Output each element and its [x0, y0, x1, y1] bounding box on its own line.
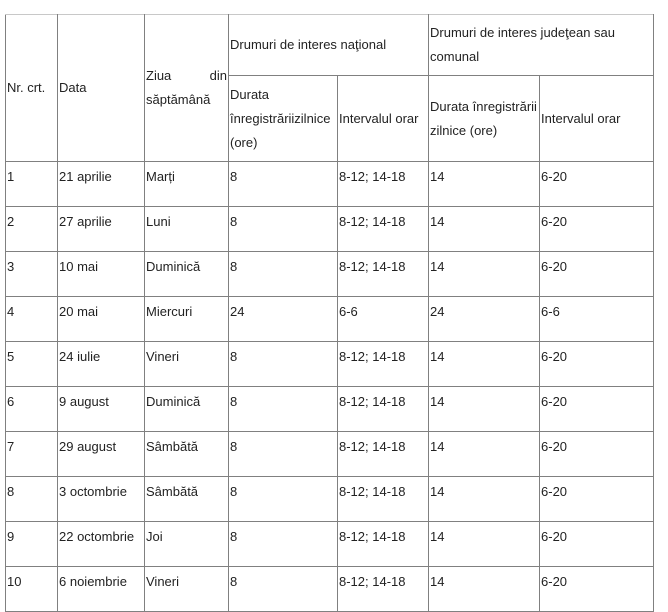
cell-county-interval: 6-6: [540, 297, 654, 342]
cell-national-duration: 24: [229, 297, 338, 342]
table-row: [6, 162, 654, 207]
cell-nr: 10: [6, 567, 58, 612]
cell-day: Duminică: [145, 387, 229, 432]
cell-nr: 4: [6, 297, 58, 342]
cell-national-duration: 8: [229, 162, 338, 207]
cell-national-duration: 8: [229, 432, 338, 477]
cell-nr: 6: [6, 387, 58, 432]
cell-county-interval: 6-20: [540, 252, 654, 297]
table-row: [6, 297, 654, 342]
cell-county-duration: 14: [429, 567, 540, 612]
cell-day: Vineri: [145, 342, 229, 387]
cell-county-interval: 6-20: [540, 432, 654, 477]
header-county-duration: Durata înregistrării zilnice (ore): [429, 76, 540, 162]
header-county-roads: Drumuri de interes judeţean sau comunal: [429, 15, 654, 76]
cell-national-duration: 8: [229, 522, 338, 567]
cell-national-duration: 8: [229, 252, 338, 297]
cell-day: Joi: [145, 522, 229, 567]
cell-day: Duminică: [145, 252, 229, 297]
cell-nr: 5: [6, 342, 58, 387]
cell-county-interval: 6-20: [540, 522, 654, 567]
cell-county-duration: 14: [429, 252, 540, 297]
cell-date: 6 noiembrie: [58, 567, 145, 612]
cell-national-duration: 8: [229, 387, 338, 432]
cell-national-interval: 6-6: [338, 297, 429, 342]
cell-county-duration: 14: [429, 387, 540, 432]
cell-day: Sâmbătă: [145, 477, 229, 522]
cell-day: Sâmbătă: [145, 432, 229, 477]
cell-county-duration: 24: [429, 297, 540, 342]
cell-date: 29 august: [58, 432, 145, 477]
traffic-recording-schedule-table: [5, 14, 654, 612]
cell-national-interval: 8-12; 14-18: [338, 432, 429, 477]
cell-county-duration: 14: [429, 342, 540, 387]
cell-national-interval: 8-12; 14-18: [338, 387, 429, 432]
cell-national-interval: 8-12; 14-18: [338, 522, 429, 567]
cell-county-interval: 6-20: [540, 162, 654, 207]
cell-nr: 8: [6, 477, 58, 522]
cell-date: 3 octombrie: [58, 477, 145, 522]
table-row: [6, 387, 654, 432]
cell-national-duration: 8: [229, 567, 338, 612]
table-row: [6, 432, 654, 477]
header-day: Ziua din săptămână: [145, 15, 229, 162]
cell-national-interval: 8-12; 14-18: [338, 567, 429, 612]
table-row: [6, 252, 654, 297]
table-row: [6, 567, 654, 612]
cell-date: 24 iulie: [58, 342, 145, 387]
cell-nr: 7: [6, 432, 58, 477]
header-national-interval: Intervalul orar: [338, 76, 429, 162]
header-row-1: [6, 15, 654, 76]
cell-date: 10 mai: [58, 252, 145, 297]
cell-county-interval: 6-20: [540, 567, 654, 612]
cell-day: Miercuri: [145, 297, 229, 342]
cell-national-interval: 8-12; 14-18: [338, 252, 429, 297]
cell-nr: 9: [6, 522, 58, 567]
cell-nr: 2: [6, 207, 58, 252]
cell-date: 21 aprilie: [58, 162, 145, 207]
cell-nr: 3: [6, 252, 58, 297]
cell-county-duration: 14: [429, 432, 540, 477]
cell-date: 9 august: [58, 387, 145, 432]
cell-county-interval: 6-20: [540, 387, 654, 432]
header-date: Data: [58, 15, 145, 162]
cell-national-duration: 8: [229, 207, 338, 252]
table-row: [6, 207, 654, 252]
cell-national-duration: 8: [229, 342, 338, 387]
cell-date: 20 mai: [58, 297, 145, 342]
cell-national-interval: 8-12; 14-18: [338, 207, 429, 252]
cell-national-interval: 8-12; 14-18: [338, 342, 429, 387]
header-national-roads: Drumuri de interes naţional: [229, 15, 429, 76]
cell-national-interval: 8-12; 14-18: [338, 477, 429, 522]
cell-county-interval: 6-20: [540, 207, 654, 252]
table-row: [6, 342, 654, 387]
cell-day: Marți: [145, 162, 229, 207]
header-national-duration: Durata înregistrăriizilnice (ore): [229, 76, 338, 162]
cell-county-interval: 6-20: [540, 477, 654, 522]
cell-county-duration: 14: [429, 207, 540, 252]
cell-date: 27 aprilie: [58, 207, 145, 252]
table-row: [6, 522, 654, 567]
header-nr: Nr. crt.: [6, 15, 58, 162]
cell-national-duration: 8: [229, 477, 338, 522]
cell-day: Luni: [145, 207, 229, 252]
cell-nr: 1: [6, 162, 58, 207]
header-county-interval: Intervalul orar: [540, 76, 654, 162]
cell-county-duration: 14: [429, 162, 540, 207]
cell-county-duration: 14: [429, 522, 540, 567]
table-row: [6, 477, 654, 522]
cell-date: 22 octombrie: [58, 522, 145, 567]
cell-day: Vineri: [145, 567, 229, 612]
cell-county-duration: 14: [429, 477, 540, 522]
cell-county-interval: 6-20: [540, 342, 654, 387]
cell-national-interval: 8-12; 14-18: [338, 162, 429, 207]
